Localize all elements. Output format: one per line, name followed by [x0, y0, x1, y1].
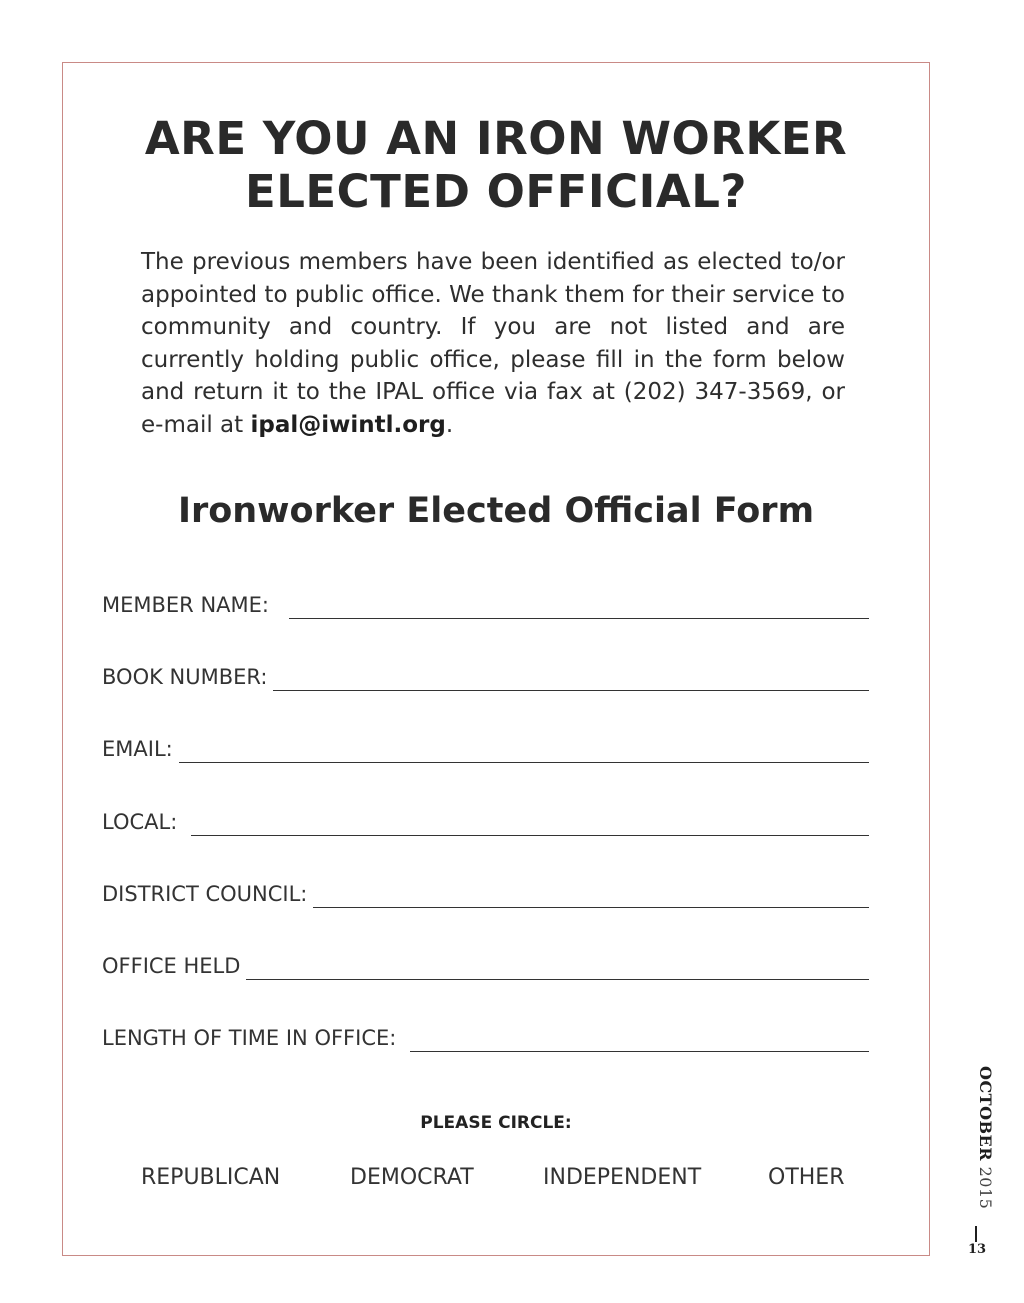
book-number-field	[102, 655, 869, 691]
party-option-independent[interactable]: INDEPENDENT	[543, 1165, 702, 1190]
form-title: Ironworker Elected Official Form	[177, 491, 815, 531]
book-number-input-line[interactable]	[273, 665, 869, 691]
office-held-input-line[interactable]	[246, 954, 869, 980]
party-option-democrat[interactable]: DEMOCRAT	[350, 1165, 474, 1190]
email-input-line[interactable]	[179, 737, 869, 763]
member-name-label: MEMBER NAME:	[102, 593, 269, 617]
folio-date	[976, 1066, 994, 1209]
intro-text: The previous members have been identified as elected to/or appointed to public office. We thank them for their service to community and country. If you are not listed and are currently holding public office, please fill in the form below and return it to the IPAL office via fax at (202) 347-3569, or e-mail at	[141, 249, 845, 438]
book-number-label: BOOK NUMBER:	[102, 665, 268, 689]
length-of-time-input-line[interactable]	[410, 1026, 869, 1052]
local-label: LOCAL:	[102, 810, 178, 834]
party-option-republican[interactable]: REPUBLICAN	[141, 1165, 281, 1190]
please-circle-label: PLEASE CIRCLE:	[420, 1113, 572, 1133]
district-council-input-line[interactable]	[313, 882, 869, 908]
member-name-field	[102, 583, 869, 619]
email-label: EMAIL:	[102, 737, 173, 761]
ipal-email-address[interactable]: ipal@iwintl.org	[250, 411, 446, 438]
page-number: 13	[967, 1242, 987, 1257]
office-held-field	[102, 944, 869, 980]
headline-line-1: ARE YOU AN IRON WORKER	[144, 112, 848, 165]
length-of-time-label: LENGTH OF TIME IN OFFICE:	[102, 1026, 397, 1050]
member-name-input-line[interactable]	[289, 593, 869, 619]
email-field	[102, 727, 869, 763]
local-input-line[interactable]	[191, 810, 869, 836]
office-held-label: OFFICE HELD	[102, 954, 241, 978]
local-field	[102, 800, 869, 836]
district-council-label: DISTRICT COUNCIL:	[102, 882, 308, 906]
district-council-field	[102, 872, 869, 908]
folio-year: 2015	[976, 1166, 995, 1210]
headline-line-2: ELECTED OFFICIAL?	[245, 165, 747, 218]
page-headline	[62, 112, 930, 218]
intro-end: .	[445, 411, 454, 438]
party-option-other[interactable]: OTHER	[768, 1165, 845, 1190]
intro-paragraph	[141, 246, 845, 442]
folio-month: OCTOBER	[976, 1066, 995, 1162]
length-of-time-field	[102, 1016, 869, 1052]
folio-divider	[975, 1226, 977, 1242]
